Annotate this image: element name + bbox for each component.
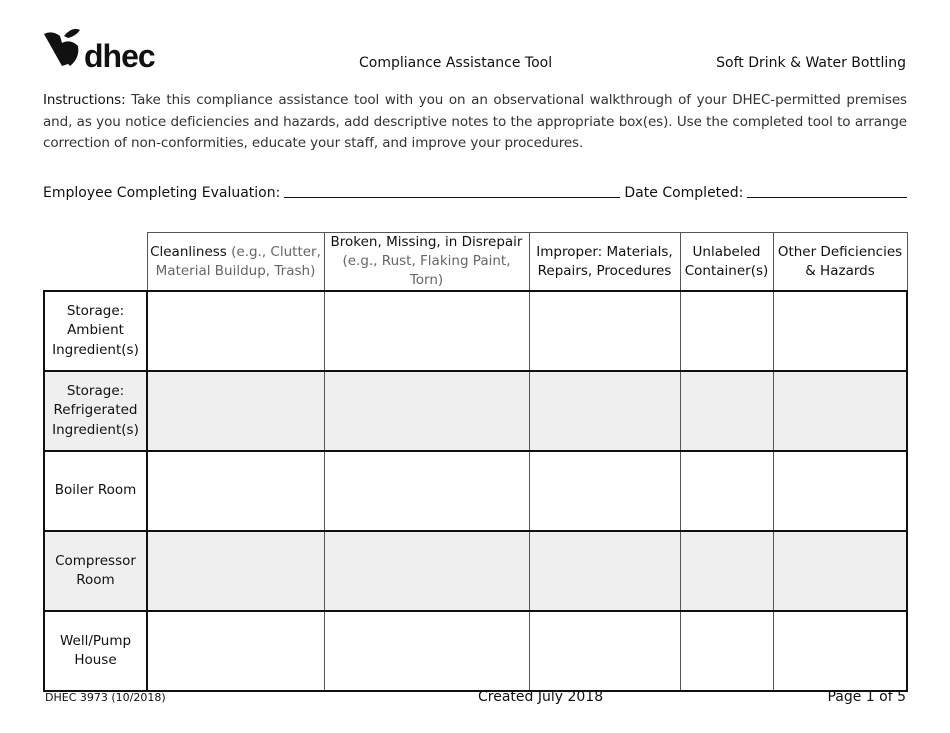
note-cell[interactable] xyxy=(680,291,773,371)
note-cell[interactable] xyxy=(529,611,680,691)
column-header-improper: Improper: Materials, Repairs, Procedures xyxy=(529,233,680,292)
note-cell[interactable] xyxy=(324,371,529,451)
column-header-other: Other Deficiencies & Hazards xyxy=(773,233,907,292)
note-cell[interactable] xyxy=(773,611,907,691)
evaluation-fields xyxy=(43,183,907,201)
row-header-compressor-room: Compressor Room xyxy=(44,531,147,611)
row-header-boiler-room: Boiler Room xyxy=(44,451,147,531)
employee-label: Employee Completing Evaluation: xyxy=(43,185,281,201)
note-cell[interactable] xyxy=(147,371,324,451)
note-cell[interactable] xyxy=(773,451,907,531)
column-header-broken: Broken, Missing, in Disrepair (e.g., Rust, Flaking Paint, Torn) xyxy=(324,233,529,292)
note-cell[interactable] xyxy=(324,531,529,611)
logo-text: dhec xyxy=(84,38,155,74)
column-header-cleanliness: Cleanliness (e.g., Clutter, Material Buildup, Trash) xyxy=(147,233,324,292)
document-title: Compliance Assistance Tool xyxy=(359,55,553,71)
note-cell[interactable] xyxy=(529,291,680,371)
note-cell[interactable] xyxy=(680,371,773,451)
note-cell[interactable] xyxy=(773,531,907,611)
employee-field[interactable] xyxy=(284,183,620,198)
note-cell[interactable] xyxy=(324,611,529,691)
note-cell[interactable] xyxy=(529,451,680,531)
form-number: DHEC 3973 (10/2018) xyxy=(45,691,166,704)
note-cell[interactable] xyxy=(147,531,324,611)
note-cell[interactable] xyxy=(324,451,529,531)
industry-label: Soft Drink & Water Bottling xyxy=(716,55,906,71)
note-cell[interactable] xyxy=(680,451,773,531)
note-cell[interactable] xyxy=(147,291,324,371)
instructions xyxy=(43,90,907,155)
dhec-logo xyxy=(42,24,167,74)
column-header-unlabeled: Unlabeled Container(s) xyxy=(680,233,773,292)
instructions-label: Instructions: xyxy=(43,92,126,108)
row-header-well-pump-house: Well/Pump House xyxy=(44,611,147,691)
compliance-table xyxy=(43,232,908,692)
note-cell[interactable] xyxy=(147,611,324,691)
row-header-ambient-storage: Storage: Ambient Ingredient(s) xyxy=(44,291,147,371)
note-cell[interactable] xyxy=(680,531,773,611)
note-cell[interactable] xyxy=(147,451,324,531)
date-label: Date Completed: xyxy=(624,185,744,201)
note-cell[interactable] xyxy=(529,371,680,451)
created-date: Created July 2018 xyxy=(478,689,604,705)
note-cell[interactable] xyxy=(773,371,907,451)
note-cell[interactable] xyxy=(324,291,529,371)
date-field[interactable] xyxy=(747,183,907,198)
note-cell[interactable] xyxy=(680,611,773,691)
page-number: Page 1 of 5 xyxy=(827,689,906,705)
note-cell[interactable] xyxy=(773,291,907,371)
instructions-text: Take this compliance assistance tool with you on an observational walkthrough of your DHEC-permitted premises and, as you notice deficiencies and hazards, add descriptive notes to the appropriate box(es). Use the completed tool to arrange correction of non-conformities, educate your staff, and improve your procedures. xyxy=(43,92,907,151)
note-cell[interactable] xyxy=(529,531,680,611)
corner-cell xyxy=(44,233,147,292)
row-header-refrigerated-storage: Storage: Refrigerated Ingredient(s) xyxy=(44,371,147,451)
